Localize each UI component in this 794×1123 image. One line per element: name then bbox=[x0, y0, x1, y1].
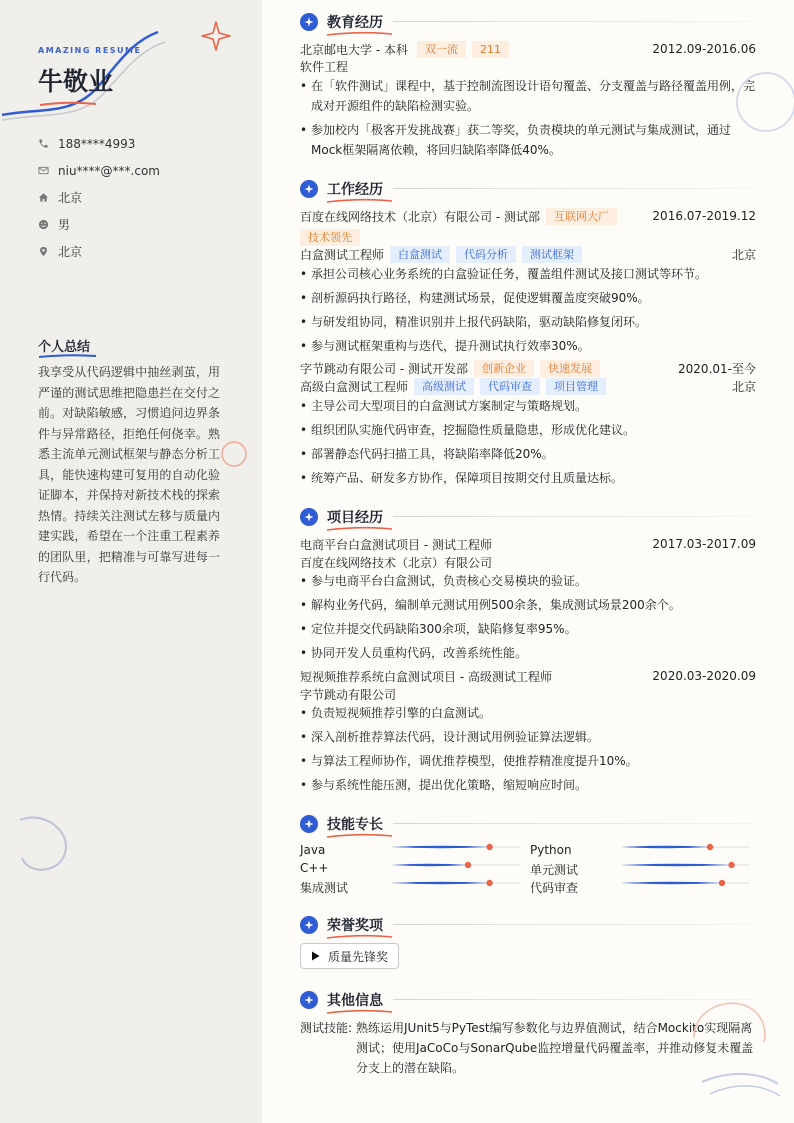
role-tag: 高级测试 bbox=[414, 378, 474, 395]
contact-location bbox=[38, 238, 160, 265]
summary-text: 我享受从代码逻辑中抽丝剥茧，用严谨的测试思维把隐患拦在交付之前。对缺陷敏感，习惯追问边界条件与异常路径，拒绝任何侥幸。熟悉主流单元测试框架与静态分析工具，能快速构建可复用的自动化验证脚本，并保持对新技术栈的探索热情。持续关注测试左移与质量内建实践，希望在一个注重工程素养的团队里，把精准与可靠写进每一行代码。 bbox=[38, 365, 220, 584]
role-tag: 测试框架 bbox=[522, 246, 582, 263]
list-item: • 深入剖析推荐算法代码，设计测试用例验证算法逻辑。 bbox=[300, 727, 756, 747]
project-name: 电商平台白盒测试项目 - 测试工程师 bbox=[300, 537, 492, 552]
skill-fill bbox=[392, 882, 490, 884]
role-tag: 项目管理 bbox=[546, 378, 606, 395]
list-item: • 与研发组协同，精准识别并上报代码缺陷，驱动缺陷修复闭环。 bbox=[300, 312, 756, 332]
section-divider bbox=[393, 823, 756, 824]
location-city: 北京 bbox=[58, 245, 83, 259]
skill-name: Python bbox=[530, 843, 572, 857]
job-company: 百度在线网络技术（北京）有限公司 - 测试部 bbox=[300, 209, 540, 224]
section-badge-icon bbox=[300, 815, 318, 833]
education-tag: 211 bbox=[472, 41, 509, 58]
section-badge-icon bbox=[300, 991, 318, 1009]
job-role-row bbox=[300, 246, 756, 262]
section-title-honors: 荣誉奖项 bbox=[327, 918, 383, 934]
project-period: 2017.03-2017.09 bbox=[652, 537, 756, 551]
skill-level-bar bbox=[622, 860, 750, 870]
skill-level-bar bbox=[622, 842, 750, 852]
section-divider bbox=[393, 516, 756, 517]
summary-heading: 个人总结 bbox=[38, 340, 91, 355]
section-underline bbox=[326, 198, 394, 204]
list-item: • 协同开发人员重构代码，改善系统性能。 bbox=[300, 643, 756, 663]
company-tag: 互联网大厂 bbox=[546, 208, 617, 225]
project-header-row bbox=[300, 668, 756, 684]
job-header-row bbox=[300, 208, 756, 224]
play-triangle-icon bbox=[311, 951, 320, 961]
list-item: • 剖析源码执行路径，构建测试场景，促使逻辑覆盖度突破90%。 bbox=[300, 288, 756, 308]
skill-name: C++ bbox=[300, 861, 329, 875]
mail-icon bbox=[38, 165, 58, 176]
home-city: 北京 bbox=[58, 191, 83, 205]
skill-fill bbox=[622, 864, 732, 866]
education-school: 北京邮电大学 - 本科 bbox=[300, 42, 408, 57]
list-item: • 参加校内「极客开发挑战赛」获二等奖，负责模块的单元测试与集成测试，通过Mock框架隔离依赖，将回归缺陷率降低40%。 bbox=[300, 120, 756, 160]
award-item[interactable] bbox=[300, 943, 399, 969]
contact-gender bbox=[38, 211, 160, 238]
list-item: • 参与电商平台白盒测试，负责核心交易模块的验证。 bbox=[300, 571, 756, 591]
company-tag: 创新企业 bbox=[474, 360, 534, 377]
other-label: 测试技能: bbox=[300, 1021, 353, 1035]
project-header-row bbox=[300, 536, 756, 552]
role-tag: 代码审查 bbox=[480, 378, 540, 395]
skill-fill bbox=[392, 846, 490, 848]
section-title-education: 教育经历 bbox=[327, 15, 383, 31]
list-item: • 解构业务代码，编制单元测试用例500余条，集成测试场景200余个。 bbox=[300, 595, 756, 615]
education-period: 2012.09-2016.06 bbox=[652, 42, 756, 56]
list-item: • 参与系统性能压测，提出优化策略，缩短响应时间。 bbox=[300, 775, 756, 795]
education-header-row bbox=[300, 41, 756, 57]
skill-level-dot bbox=[486, 844, 492, 850]
education-major: 软件工程 bbox=[300, 59, 349, 74]
gender: 男 bbox=[58, 218, 71, 232]
skill-level-dot bbox=[707, 844, 713, 850]
skill-level-dot bbox=[719, 880, 725, 886]
candidate-name: 牛敬业 bbox=[38, 67, 114, 96]
skill-name: Java bbox=[300, 843, 326, 857]
home-icon bbox=[38, 192, 58, 203]
skill-level-bar bbox=[392, 842, 520, 852]
section-work-header bbox=[300, 179, 383, 199]
project-period: 2020.03-2020.09 bbox=[652, 669, 756, 683]
section-divider bbox=[393, 999, 756, 1000]
job-role: 高级白盒测试工程师 bbox=[300, 379, 409, 394]
skill-level-dot bbox=[486, 880, 492, 886]
section-underline bbox=[326, 1009, 394, 1015]
skill-name: 代码审查 bbox=[530, 881, 579, 895]
skill-name: 集成测试 bbox=[300, 881, 349, 895]
list-item: • 在「软件测试」课程中，基于控制流图设计语句覆盖、分支覆盖与路径覆盖用例，完成对开源组件的缺陷检测实验。 bbox=[300, 76, 756, 116]
skill-level-bar bbox=[622, 878, 750, 888]
list-item: • 统筹产品、研发多方协作，保障项目按期交付且质量达标。 bbox=[300, 468, 756, 488]
other-text: 熟练运用JUnit5与PyTest编写参数化与边界值测试，结合Mockito实现隔离测试；使用JaCoCo与SonarQube监控增量代码覆盖率，并推动修复未覆盖分支上的潜在缺陷。 bbox=[356, 1021, 754, 1075]
resume-tagline: AMAZING RESUME bbox=[38, 46, 142, 55]
skill-level-dot bbox=[465, 862, 471, 868]
contact-phone bbox=[38, 130, 160, 157]
section-title-projects: 项目经历 bbox=[327, 510, 383, 526]
role-tag: 代码分析 bbox=[456, 246, 516, 263]
role-tag: 白盒测试 bbox=[390, 246, 450, 263]
job-role-row bbox=[300, 378, 756, 394]
section-underline bbox=[326, 31, 394, 37]
summary-underline bbox=[38, 353, 98, 359]
award-name: 质量先锋奖 bbox=[328, 949, 389, 964]
project-org-row bbox=[300, 686, 756, 702]
job-role: 白盒测试工程师 bbox=[300, 247, 385, 262]
section-honors-header bbox=[300, 915, 383, 935]
list-item: • 与算法工程师协作，调优推荐模型，使推荐精准度提升10%。 bbox=[300, 751, 756, 771]
skill-fill bbox=[622, 846, 710, 848]
section-underline bbox=[326, 833, 394, 839]
contact-email bbox=[38, 157, 160, 184]
company-tag: 快速发展 bbox=[540, 360, 600, 377]
section-badge-icon bbox=[300, 180, 318, 198]
list-item: • 定位并提交代码缺陷300余项，缺陷修复率95%。 bbox=[300, 619, 756, 639]
job-tag-row bbox=[300, 229, 756, 245]
section-projects-header bbox=[300, 507, 383, 527]
company-tag: 技术领先 bbox=[300, 229, 360, 246]
project-org: 字节跳动有限公司 bbox=[300, 687, 397, 702]
list-item: • 负责短视频推荐引擎的白盒测试。 bbox=[300, 703, 756, 723]
section-divider bbox=[393, 21, 756, 22]
section-divider bbox=[393, 924, 756, 925]
skill-level-bar bbox=[392, 878, 520, 888]
section-underline bbox=[326, 934, 394, 940]
skill-fill bbox=[622, 882, 722, 884]
skill-level-bar bbox=[392, 860, 520, 870]
job-city: 北京 bbox=[731, 247, 756, 262]
section-divider bbox=[393, 188, 756, 189]
list-item: • 主导公司大型项目的白盒测试方案制定与策略规划。 bbox=[300, 396, 756, 416]
job-company: 字节跳动有限公司 - 测试开发部 bbox=[300, 361, 468, 376]
job-period: 2020.01-至今 bbox=[678, 361, 756, 376]
section-title-work: 工作经历 bbox=[327, 182, 383, 198]
project-org: 百度在线网络技术（北京）有限公司 bbox=[300, 555, 493, 570]
phone-icon bbox=[38, 138, 58, 149]
job-city: 北京 bbox=[731, 379, 756, 394]
contact-list bbox=[38, 130, 160, 265]
section-title-other: 其他信息 bbox=[327, 993, 383, 1009]
section-badge-icon bbox=[300, 13, 318, 31]
job-header-row bbox=[300, 360, 756, 376]
skill-level-dot bbox=[728, 862, 734, 868]
project-name: 短视频推荐系统白盒测试项目 - 高级测试工程师 bbox=[300, 669, 552, 684]
skill-name: 单元测试 bbox=[530, 863, 579, 877]
contact-home bbox=[38, 184, 160, 211]
section-badge-icon bbox=[300, 508, 318, 526]
list-item: • 组织团队实施代码审查，挖掘隐性质量隐患，形成优化建议。 bbox=[300, 420, 756, 440]
section-title-skills: 技能专长 bbox=[327, 817, 383, 833]
section-other-header bbox=[300, 990, 383, 1010]
location-pin-icon bbox=[38, 246, 58, 257]
phone-number: 188****4993 bbox=[58, 136, 136, 151]
smiley-icon bbox=[38, 219, 58, 230]
list-item: • 部署静态代码扫描工具，将缺陷率降低20%。 bbox=[300, 444, 756, 464]
section-education-header bbox=[300, 12, 383, 32]
section-badge-icon bbox=[300, 916, 318, 934]
project-org-row bbox=[300, 554, 756, 570]
skill-fill bbox=[392, 864, 468, 866]
section-skills-header bbox=[300, 814, 383, 834]
job-period: 2016.07-2019.12 bbox=[652, 209, 756, 223]
education-tag: 双一流 bbox=[417, 41, 466, 58]
education-major-row bbox=[300, 58, 756, 74]
list-item: • 参与测试框架重构与迭代，提升测试执行效率30%。 bbox=[300, 336, 756, 356]
email-address: niu****@***.com bbox=[58, 163, 160, 178]
list-item: • 承担公司核心业务系统的白盒验证任务，覆盖组件测试及接口测试等环节。 bbox=[300, 264, 756, 284]
section-underline bbox=[326, 526, 394, 532]
